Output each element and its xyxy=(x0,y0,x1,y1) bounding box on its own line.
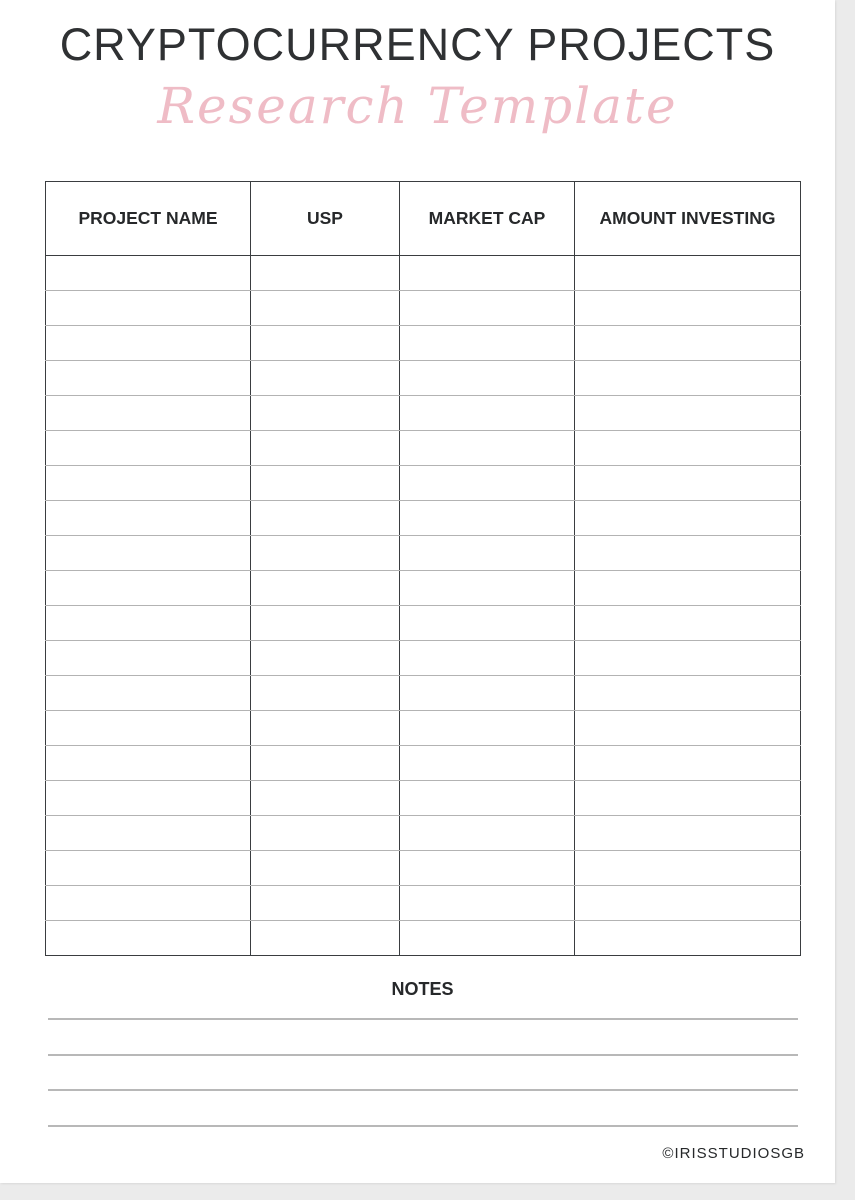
usp-cell[interactable] xyxy=(251,606,400,641)
market-cap-cell[interactable] xyxy=(400,921,575,956)
usp-cell[interactable] xyxy=(251,501,400,536)
table-row xyxy=(46,746,801,781)
table-row xyxy=(46,781,801,816)
usp-cell[interactable] xyxy=(251,746,400,781)
amount-investing-cell[interactable] xyxy=(575,501,801,536)
table-row xyxy=(46,921,801,956)
project-name-cell[interactable] xyxy=(46,536,251,571)
table-row xyxy=(46,291,801,326)
project-name-cell[interactable] xyxy=(46,921,251,956)
project-name-cell[interactable] xyxy=(46,396,251,431)
usp-cell[interactable] xyxy=(251,886,400,921)
market-cap-cell[interactable] xyxy=(400,781,575,816)
notes-line[interactable] xyxy=(48,1125,798,1127)
amount-investing-cell[interactable] xyxy=(575,851,801,886)
project-name-cell[interactable] xyxy=(46,606,251,641)
amount-investing-cell[interactable] xyxy=(575,676,801,711)
project-name-cell[interactable] xyxy=(46,256,251,291)
amount-investing-cell[interactable] xyxy=(575,361,801,396)
usp-cell[interactable] xyxy=(251,291,400,326)
market-cap-cell[interactable] xyxy=(400,571,575,606)
table-row xyxy=(46,641,801,676)
notes-line[interactable] xyxy=(48,1089,798,1091)
table-row xyxy=(46,326,801,361)
table-row xyxy=(46,466,801,501)
notes-line[interactable] xyxy=(48,1054,798,1056)
project-name-cell[interactable] xyxy=(46,641,251,676)
usp-cell[interactable] xyxy=(251,571,400,606)
project-name-cell[interactable] xyxy=(46,886,251,921)
project-name-cell[interactable] xyxy=(46,676,251,711)
column-header-amount-investing: AMOUNT INVESTING xyxy=(575,182,801,256)
usp-cell[interactable] xyxy=(251,851,400,886)
table-row xyxy=(46,711,801,746)
market-cap-cell[interactable] xyxy=(400,641,575,676)
usp-cell[interactable] xyxy=(251,921,400,956)
usp-cell[interactable] xyxy=(251,536,400,571)
amount-investing-cell[interactable] xyxy=(575,466,801,501)
amount-investing-cell[interactable] xyxy=(575,606,801,641)
table-row xyxy=(46,676,801,711)
amount-investing-cell[interactable] xyxy=(575,746,801,781)
project-name-cell[interactable] xyxy=(46,361,251,396)
usp-cell[interactable] xyxy=(251,676,400,711)
market-cap-cell[interactable] xyxy=(400,291,575,326)
page-title: CRYPTOCURRENCY PROJECTS xyxy=(59,19,776,70)
market-cap-cell[interactable] xyxy=(400,501,575,536)
project-name-cell[interactable] xyxy=(46,431,251,466)
amount-investing-cell[interactable] xyxy=(575,571,801,606)
amount-investing-cell[interactable] xyxy=(575,711,801,746)
usp-cell[interactable] xyxy=(251,361,400,396)
project-name-cell[interactable] xyxy=(46,501,251,536)
amount-investing-cell[interactable] xyxy=(575,886,801,921)
project-name-cell[interactable] xyxy=(46,851,251,886)
table-row xyxy=(46,886,801,921)
market-cap-cell[interactable] xyxy=(400,256,575,291)
project-name-cell[interactable] xyxy=(46,291,251,326)
amount-investing-cell[interactable] xyxy=(575,921,801,956)
market-cap-cell[interactable] xyxy=(400,431,575,466)
project-name-cell[interactable] xyxy=(46,326,251,361)
column-header-market-cap: MARKET CAP xyxy=(400,182,575,256)
market-cap-cell[interactable] xyxy=(400,536,575,571)
amount-investing-cell[interactable] xyxy=(575,641,801,676)
usp-cell[interactable] xyxy=(251,466,400,501)
amount-investing-cell[interactable] xyxy=(575,291,801,326)
market-cap-cell[interactable] xyxy=(400,746,575,781)
market-cap-cell[interactable] xyxy=(400,676,575,711)
column-header-usp: USP xyxy=(251,182,400,256)
table-header-row xyxy=(46,182,801,256)
notes-line[interactable] xyxy=(48,1018,798,1020)
table-row xyxy=(46,851,801,886)
column-header-project-name: PROJECT NAME xyxy=(46,182,251,256)
market-cap-cell[interactable] xyxy=(400,361,575,396)
amount-investing-cell[interactable] xyxy=(575,781,801,816)
usp-cell[interactable] xyxy=(251,256,400,291)
project-name-cell[interactable] xyxy=(46,816,251,851)
usp-cell[interactable] xyxy=(251,781,400,816)
table-row xyxy=(46,361,801,396)
amount-investing-cell[interactable] xyxy=(575,396,801,431)
page-subtitle-script: Research Template xyxy=(157,77,678,135)
table-row xyxy=(46,536,801,571)
market-cap-cell[interactable] xyxy=(400,606,575,641)
usp-cell[interactable] xyxy=(251,816,400,851)
table-row xyxy=(46,396,801,431)
table-row xyxy=(46,431,801,466)
market-cap-cell[interactable] xyxy=(400,396,575,431)
amount-investing-cell[interactable] xyxy=(575,326,801,361)
research-table xyxy=(45,181,801,956)
market-cap-cell[interactable] xyxy=(400,816,575,851)
table-row xyxy=(46,571,801,606)
project-name-cell[interactable] xyxy=(46,746,251,781)
usp-cell[interactable] xyxy=(251,396,400,431)
project-name-cell[interactable] xyxy=(46,571,251,606)
market-cap-cell[interactable] xyxy=(400,326,575,361)
market-cap-cell[interactable] xyxy=(400,711,575,746)
table-row xyxy=(46,501,801,536)
amount-investing-cell[interactable] xyxy=(575,536,801,571)
amount-investing-cell[interactable] xyxy=(575,431,801,466)
table-row xyxy=(46,256,801,291)
project-name-cell[interactable] xyxy=(46,711,251,746)
usp-cell[interactable] xyxy=(251,326,400,361)
notes-title: NOTES xyxy=(391,979,454,999)
market-cap-cell[interactable] xyxy=(400,851,575,886)
table-body xyxy=(46,256,801,956)
amount-investing-cell[interactable] xyxy=(575,256,801,291)
usp-cell[interactable] xyxy=(251,711,400,746)
copyright-label: ©IRISSTUDIOSGB xyxy=(662,1145,805,1162)
market-cap-cell[interactable] xyxy=(400,466,575,501)
table-row xyxy=(46,816,801,851)
usp-cell[interactable] xyxy=(251,431,400,466)
project-name-cell[interactable] xyxy=(46,466,251,501)
usp-cell[interactable] xyxy=(251,641,400,676)
table-row xyxy=(46,606,801,641)
market-cap-cell[interactable] xyxy=(400,886,575,921)
amount-investing-cell[interactable] xyxy=(575,816,801,851)
project-name-cell[interactable] xyxy=(46,781,251,816)
